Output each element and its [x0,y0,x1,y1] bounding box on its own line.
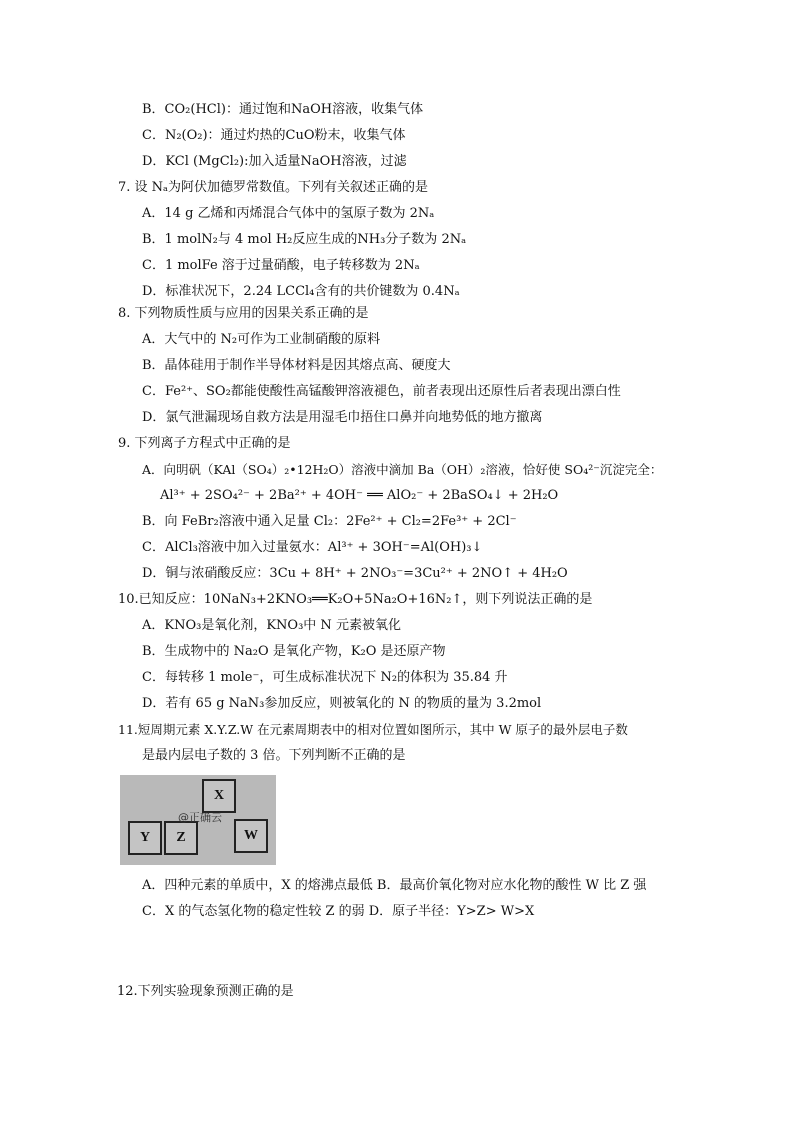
element-w-cell: W [234,819,268,853]
q10-option-c: C．每转移 1 mole⁻，可生成标准状况下 N₂的体积为 35.84 升 [142,670,508,685]
element-z-cell: Z [164,821,198,855]
q10-option-a: A．KNO₃是氧化剂，KNO₃中 N 元素被氧化 [142,618,401,633]
q7-option-d: D．标准状况下，2.24 LCCl₄含有的共价键数为 0.4Nₐ [142,284,460,299]
q7-stem: 7. 设 Nₐ为阿伏加德罗常数值。下列有关叙述正确的是 [118,180,429,195]
q7-option-a: A．14 g 乙烯和丙烯混合气体中的氢原子数为 2Nₐ [142,206,435,221]
periodic-table-figure [120,775,276,865]
q8-stem: 8. 下列物质性质与应用的因果关系正确的是 [118,306,369,321]
q9-option-a-equation: Al³⁺ + 2SO₄²⁻ + 2Ba²⁺ + 4OH⁻ ══ AlO₂⁻ + 2BaSO₄↓ + 2H₂O [160,488,559,503]
q11-stem-line1: 11.短周期元素 X.Y.Z.W 在元素周期表中的相对位置如图所示，其中 W 原子的最外层电子数 [118,722,628,737]
element-x-cell: X [202,779,236,813]
q9-option-b: B．向 FeBr₂溶液中通入足量 Cl₂：2Fe²⁺ + Cl₂=2Fe³⁺ + 2Cl⁻ [142,514,517,529]
q9-stem: 9. 下列离子方程式中正确的是 [118,436,291,451]
q12-stem: 12.下列实验现象预测正确的是 [117,984,294,999]
q11-options-cd: C．X 的气态氢化物的稳定性较 Z 的弱 D．原子半径：Y>Z> W>X [142,904,535,919]
q10-stem: 10.已知反应：10NaN₃+2KNO₃══K₂O+5Na₂O+16N₂↑，则下列说法正确的是 [118,592,593,607]
q11-options-ab: A．四种元素的单质中，X 的熔沸点最低 B．最高价氧化物对应水化物的酸性 W 比 Z 强 [142,878,647,893]
q6-option-d: D．KCl (MgCl₂):加入适量NaOH溶液，过滤 [142,154,407,169]
watermark: @正确云 [178,811,222,824]
q6-option-b: B．CO₂(HCl)：通过饱和NaOH溶液，收集气体 [142,102,424,117]
q9-option-c: C．AlCl₃溶液中加入过量氨水：Al³⁺ + 3OH⁻=Al(OH)₃↓ [142,540,483,555]
q8-option-c: C．Fe²⁺、SO₂都能使酸性高锰酸钾溶液褪色，前者表现出还原性后者表现出漂白性 [142,384,621,399]
q10-option-d: D．若有 65 g NaN₃参加反应，则被氧化的 N 的物质的量为 3.2mol [142,696,542,711]
q9-option-d: D．铜与浓硝酸反应：3Cu + 8H⁺ + 2NO₃⁻=3Cu²⁺ + 2NO↑ + 4H₂O [142,566,568,581]
element-y-cell: Y [128,821,162,855]
q8-option-d: D．氯气泄漏现场自救方法是用湿毛巾捂住口鼻并向地势低的地方撤离 [142,410,543,425]
q8-option-a: A．大气中的 N₂可作为工业制硝酸的原料 [142,332,381,347]
q7-option-c: C．1 molFe 溶于过量硝酸，电子转移数为 2Nₐ [142,258,420,273]
q9-option-a: A．向明矾（KAl（SO₄）₂•12H₂O）溶液中滴加 Ba（OH）₂溶液，恰好使 SO₄²⁻沉淀完全： [142,462,663,477]
q10-option-b: B．生成物中的 Na₂O 是氧化产物，K₂O 是还原产物 [142,644,446,659]
q7-option-b: B．1 molN₂与 4 mol H₂反应生成的NH₃分子数为 2Nₐ [142,232,467,247]
q6-option-c: C．N₂(O₂)：通过灼热的CuO粉末，收集气体 [142,128,406,143]
q11-stem-line2: 是最内层电子数的 3 倍。下列判断不正确的是 [142,748,406,763]
q8-option-b: B．晶体硅用于制作半导体材料是因其熔点高、硬度大 [142,358,451,373]
